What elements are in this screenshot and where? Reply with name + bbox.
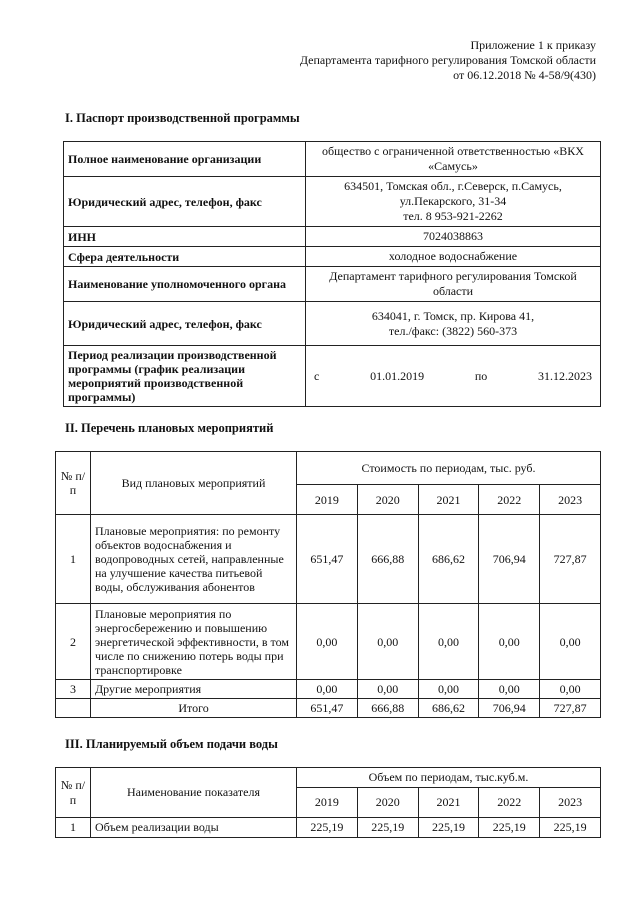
row-value: 0,00 <box>418 680 479 699</box>
table-row <box>64 267 601 302</box>
address-line: тел./факс: (3822) 560-373 <box>388 323 518 338</box>
row-value: холодное водоснабжение <box>306 247 601 267</box>
row-value: 7024038863 <box>306 227 601 247</box>
row-value: 225,19 <box>357 818 418 838</box>
header-year: 2023 <box>540 485 601 515</box>
header-year: 2023 <box>540 788 601 818</box>
row-value: 0,00 <box>479 680 540 699</box>
table-row <box>64 346 601 407</box>
row-label: ИНН <box>64 227 306 247</box>
plan-table <box>55 451 601 718</box>
row-num: 2 <box>56 604 91 680</box>
row-label: Юридический адрес, телефон, факс <box>64 302 306 346</box>
document-header <box>300 38 596 83</box>
row-num: 3 <box>56 680 91 699</box>
volume-table <box>55 767 601 838</box>
header-year: 2022 <box>479 788 540 818</box>
row-value: 666,88 <box>357 515 418 604</box>
row-value: 0,00 <box>479 604 540 680</box>
row-value: 0,00 <box>357 604 418 680</box>
row-label: Полное наименование организации <box>64 142 306 177</box>
row-value: общество с ограниченной ответственностью «ВКХ «Самусь» <box>306 142 601 177</box>
row-num: 1 <box>56 818 91 838</box>
header-year: 2021 <box>418 788 479 818</box>
section-2-title: II. Перечень плановых мероприятий <box>65 421 274 435</box>
table-row <box>64 227 601 247</box>
row-name: Плановые мероприятия по энергосбережению и повышению энергетической эффективности, в том числе по снижению потерь воды при транспортировке <box>91 604 297 680</box>
period-to-label: по <box>474 368 488 383</box>
table-row <box>64 142 601 177</box>
row-value: Департамент тарифного регулирования Томской области <box>306 267 601 302</box>
period-from-date: 01.01.2019 <box>370 368 425 383</box>
row-value: 225,19 <box>418 818 479 838</box>
address-line: ул.Пекарского, 31-34 <box>399 194 507 208</box>
header-year: 2019 <box>297 788 358 818</box>
header-volume: Объем по периодам, тыс.куб.м. <box>297 768 601 788</box>
table-row <box>56 604 601 680</box>
table-row <box>56 680 601 699</box>
section-3-title: III. Планируемый объем подачи воды <box>65 737 278 751</box>
table-row <box>64 177 601 227</box>
passport-table <box>63 141 601 407</box>
total-num <box>56 699 91 718</box>
row-value <box>306 177 601 227</box>
total-label: Итого <box>91 699 297 718</box>
row-name: Плановые мероприятия: по ремонту объектов водоснабжения и водопроводных сетей, направленные на улучшение качества питьевой воды, обслуживания абонентов <box>91 515 297 604</box>
total-value: 727,87 <box>540 699 601 718</box>
total-value: 706,94 <box>479 699 540 718</box>
row-num: 1 <box>56 515 91 604</box>
header-line-1: Приложение 1 к приказу <box>470 38 596 52</box>
header-name: Наименование показателя <box>91 768 297 818</box>
row-value: 0,00 <box>540 604 601 680</box>
row-value: 225,19 <box>297 818 358 838</box>
row-label: Период реализации производственной программы (график реализации мероприятий производственной программы) <box>64 346 306 407</box>
row-value: 225,19 <box>479 818 540 838</box>
row-value: 0,00 <box>418 604 479 680</box>
table-header-row <box>56 452 601 485</box>
header-year: 2019 <box>297 485 358 515</box>
section-1-title: I. Паспорт производственной программы <box>65 111 300 125</box>
header-line-2: Департамента тарифного регулирования Томской области <box>299 53 596 67</box>
row-label: Юридический адрес, телефон, факс <box>64 177 306 227</box>
header-cost: Стоимость по периодам, тыс. руб. <box>297 452 601 485</box>
row-value: 0,00 <box>297 604 358 680</box>
row-value: 686,62 <box>418 515 479 604</box>
header-line-3: от 06.12.2018 № 4-58/9(430) <box>453 68 596 82</box>
total-value: 686,62 <box>418 699 479 718</box>
header-year: 2020 <box>357 485 418 515</box>
row-label: Наименование уполномоченного органа <box>64 267 306 302</box>
period-to-date: 31.12.2023 <box>538 368 592 383</box>
header-year: 2021 <box>418 485 479 515</box>
header-name: Вид плановых мероприятий <box>91 452 297 515</box>
row-value: 0,00 <box>297 680 358 699</box>
row-name: Другие мероприятия <box>91 680 297 699</box>
total-value: 651,47 <box>297 699 358 718</box>
row-value: 706,94 <box>479 515 540 604</box>
address-line: 634041, г. Томск, пр. Кирова 41, <box>371 308 535 323</box>
header-year: 2022 <box>479 485 540 515</box>
header-year: 2020 <box>357 788 418 818</box>
table-row <box>64 247 601 267</box>
address-line: 634501, Томская обл., г.Северск, п.Самусь, <box>344 179 562 193</box>
table-row <box>56 515 601 604</box>
total-value: 666,88 <box>357 699 418 718</box>
row-value: 0,00 <box>357 680 418 699</box>
row-name: Объем реализации воды <box>91 818 297 838</box>
table-row <box>64 302 601 346</box>
total-row <box>56 699 601 718</box>
period-value <box>306 346 601 407</box>
period-from-label: с <box>314 368 320 383</box>
row-value: 0,00 <box>540 680 601 699</box>
row-label: Сфера деятельности <box>64 247 306 267</box>
table-row <box>56 818 601 838</box>
address-line: тел. 8 953-921-2262 <box>403 209 503 223</box>
row-value: 225,19 <box>540 818 601 838</box>
row-value: 727,87 <box>540 515 601 604</box>
row-value <box>306 302 601 346</box>
table-header-row <box>56 768 601 788</box>
row-value: 651,47 <box>297 515 358 604</box>
header-num: № п/п <box>56 768 91 818</box>
header-num: № п/п <box>56 452 91 515</box>
